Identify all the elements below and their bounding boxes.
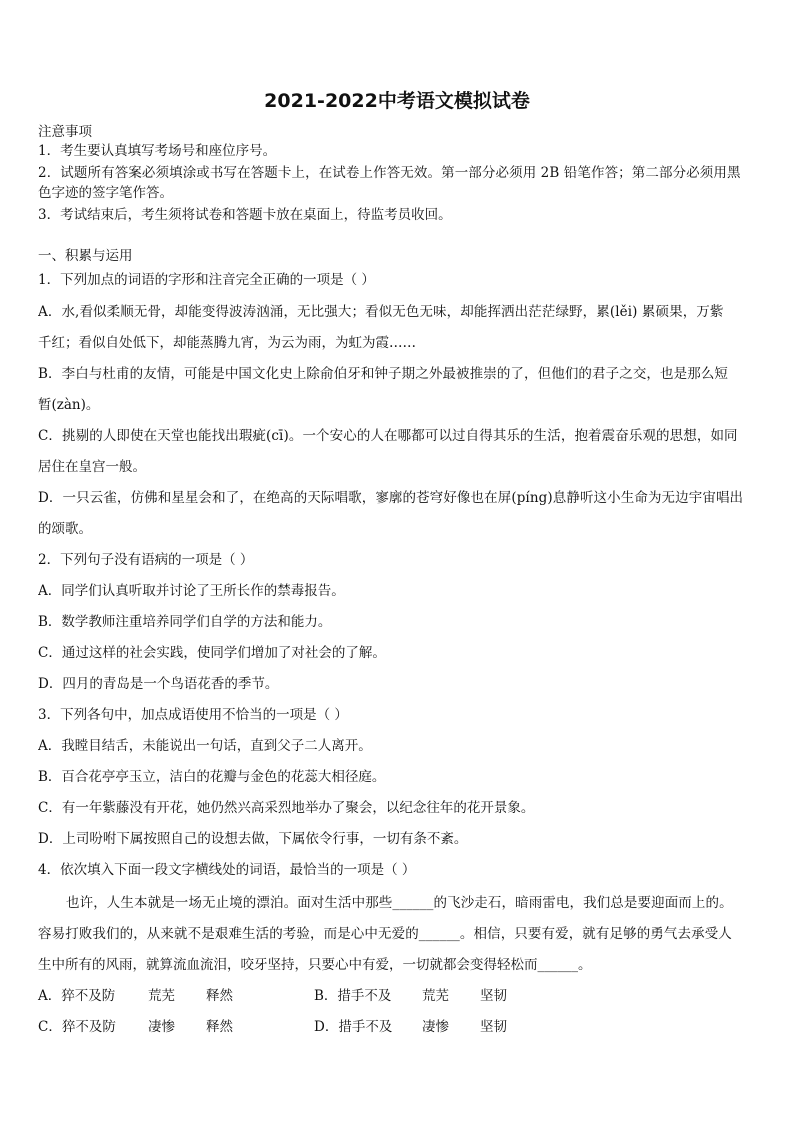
option-label: A．猝不及防 [38,988,116,1004]
question-4-option-c [38,1017,233,1037]
option-word: 荒芜 [148,988,175,1004]
option-word: 荒芜 [422,988,449,1004]
notice-item: 2．试题所有答案必须填涂或书写在答题卡上，在试卷上作答无效。第一部分必须用 2B 铅笔作答；第二部分必须用黑 [38,165,741,181]
option-word: 坚韧 [480,988,507,1004]
question-3-option-d: D．上司吩咐下属按照自己的设想去做，下属依令行事，一切有条不紊。 [38,831,468,847]
question-4-passage: 也许，人生本就是一场无止境的漂泊。面对生活中那些______的飞沙走石，暗雨雷电，我们总是要迎面而上的。 [66,895,733,911]
question-1-option-d-cont: 的颂歌。 [38,521,92,537]
question-4-option-d [314,1017,507,1037]
notice-heading: 注意事项 [38,124,92,140]
question-1-option-b: B．李白与杜甫的友情，可能是中国文化史上除俞伯牙和钟子期之外最被推崇的了，但他们的君子之交，也是那么短 [38,366,729,382]
option-label: C．猝不及防 [38,1019,116,1035]
question-3-option-a: A．我瞠目结舌，未能说出一句话，直到父子二人离开。 [38,738,372,754]
notice-item: 3．考试结束后，考生须将试卷和答题卡放在桌面上，待监考员收回。 [38,207,452,223]
option-word: 坚韧 [480,1019,507,1035]
question-1-option-a-cont: 千红；看似自处低下，却能蒸腾九宵，为云为雨，为虹为霞…… [38,335,416,351]
question-2-option-c: C．通过这样的社会实践，使同学们增加了对社会的了解。 [38,645,386,661]
option-label: D．措手不及 [314,1019,393,1035]
question-1-option-c-cont: 居住在皇宫一般。 [38,459,146,475]
question-1-option-d: D．一只云雀，仿佛和星星会和了，在绝高的天际唱歌，寥廓的苍穹好像也在屏(píng)息静听这小生命为无边宇宙唱出 [38,490,744,506]
question-2-option-a: A．同学们认真听取并讨论了王所长作的禁毒报告。 [38,583,345,599]
question-1-option-b-cont: 暂(zàn)。 [38,397,100,413]
notice-item: 1．考生要认真填写考场号和座位序号。 [38,143,277,159]
question-3-option-b: B．百合花亭亭玉立，洁白的花瓣与金色的花蕊大相径庭。 [38,769,386,785]
question-2-option-d: D．四月的青岛是一个鸟语花香的季节。 [38,676,279,692]
question-1-option-a: A．水,看似柔顺无骨，却能变得波涛汹涌，无比强大；看似无色无味，却能挥洒出茫茫绿野，累(lěi) 累硕果，万紫 [38,304,724,320]
section-heading: 一、积累与运用 [38,248,133,264]
option-word: 释然 [206,988,233,1004]
question-2-option-b: B．数学教师注重培养同学们自学的方法和能力。 [38,614,332,630]
question-1-stem: 1．下列加点的词语的字形和注音完全正确的一项是（ ） [38,272,375,288]
option-word: 释然 [206,1019,233,1035]
question-2-stem: 2．下列句子没有语病的一项是（ ） [38,552,254,568]
option-word: 凄惨 [422,1019,449,1035]
page-title: 2021-2022中考语文模拟试卷 [264,90,530,112]
question-4-option-b [314,986,507,1006]
option-word: 凄惨 [148,1019,175,1035]
question-4-option-a [38,986,233,1006]
question-3-option-c: C．有一年紫藤没有开花，她仍然兴高采烈地举办了聚会，以纪念往年的花开景象。 [38,800,535,816]
notice-item: 色字迹的签字笔作答。 [38,185,173,201]
option-label: B．措手不及 [314,988,392,1004]
question-4-passage: 生中所有的风雨，就算流血流泪，咬牙坚持，只要心中有爱，一切就都会变得轻松而______。 [38,957,592,973]
question-3-stem: 3．下列各句中，加点成语使用不恰当的一项是（ ） [38,707,348,723]
question-4-stem: 4．依次填入下面一段文字横线处的词语，最恰当的一项是（ ） [38,862,416,878]
question-1-option-c: C．挑剔的人即使在天堂也能找出瑕疵(cī)。一个安心的人在哪都可以过自得其乐的生活，抱着震奋乐观的思想，如同 [38,428,738,444]
question-4-passage: 容易打败我们的，从来就不是艰难生活的考验，而是心中无爱的______。相信，只要有爱，就有足够的勇气去承受人 [38,926,732,942]
